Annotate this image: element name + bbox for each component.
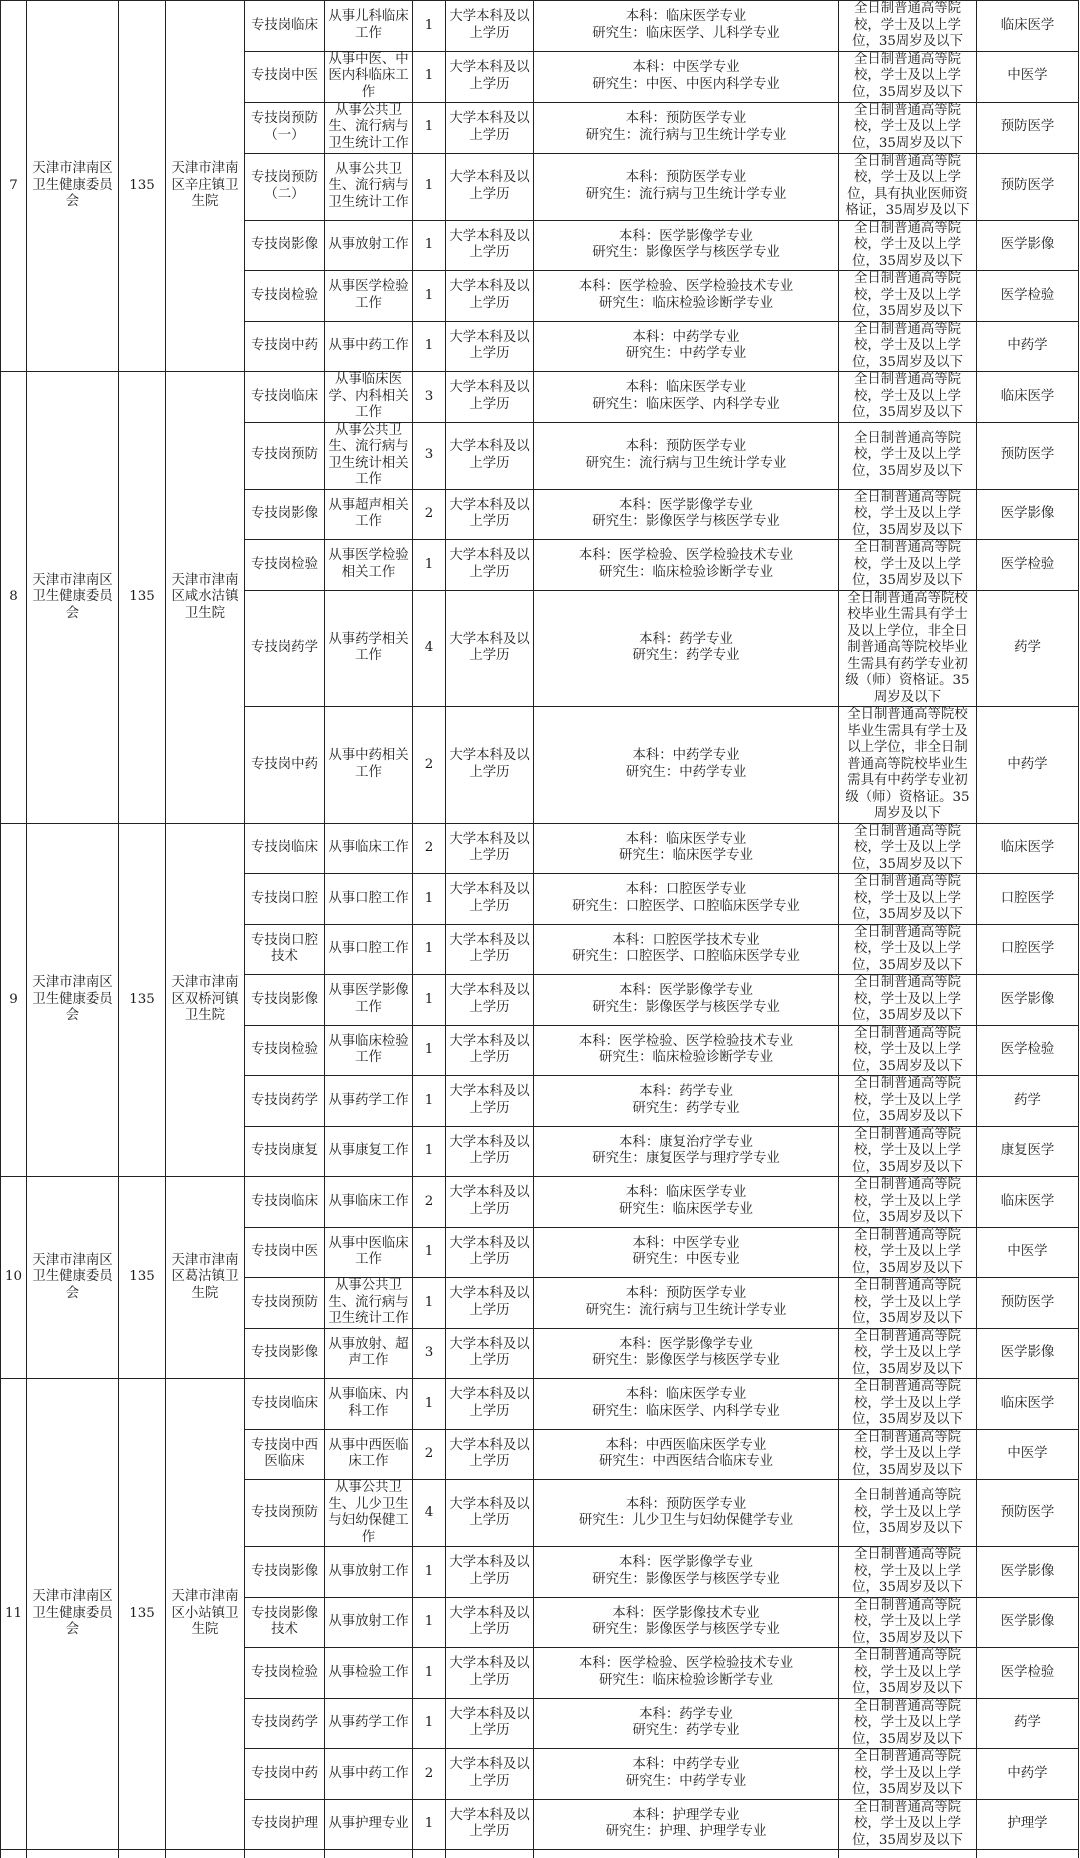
post-name-cell: 专技岗中医: [245, 51, 325, 102]
hiring-count-cell: 1: [413, 1, 446, 52]
major-requirement-cell: 本科：临床医学专业 研究生：临床医学、内科学专业: [534, 372, 839, 423]
hiring-count-cell: 1: [413, 1379, 446, 1430]
exam-category-cell: 临床医学: [977, 1379, 1079, 1430]
major-requirement-cell: 本科：医学检验、医学检验技术专业 研究生：临床检验诊断学专业: [534, 540, 839, 591]
department-cell: 天津市津南区卫生健康委员会: [27, 1177, 119, 1379]
post-description-cell: 从事中医临床工作: [325, 1227, 413, 1278]
post-name-cell: 专技岗影像: [245, 1328, 325, 1379]
post-description-cell: 从事公共卫生、流行病与卫生统计工作: [325, 153, 413, 220]
major-requirement-cell: 本科：预防医学专业 研究生：流行病与卫生统计学专业: [534, 1278, 839, 1329]
hiring-count-cell: 1: [413, 1799, 446, 1850]
education-cell: 大学本科及以上学历: [446, 1, 534, 52]
department-code-cell: 135: [119, 372, 166, 824]
post-name-cell: 专技岗临床: [245, 372, 325, 423]
post-name-cell: 专技岗临床: [245, 1177, 325, 1228]
exam-category-cell: 中医学: [977, 1429, 1079, 1480]
other-requirement-cell: 全日制普通高等院校，学士及以上学位，35周岁及以下: [839, 540, 977, 591]
hiring-count-cell: 1: [413, 321, 446, 372]
education-cell: 大学本科及以上学历: [446, 1126, 534, 1177]
exam-category-cell: 医学检验: [977, 540, 1079, 591]
other-requirement-cell: 全日制普通高等院校，学士及以上学位，35周岁及以下: [839, 1480, 977, 1547]
education-cell: 大学本科及以上学历: [446, 422, 534, 489]
exam-category-cell: 中医学: [977, 51, 1079, 102]
education-cell: 大学本科及以上学历: [446, 874, 534, 925]
post-name-cell: 专技岗药学: [245, 1698, 325, 1749]
hiring-count-cell: 1: [413, 1698, 446, 1749]
hiring-count-cell: 2: [413, 1749, 446, 1800]
hiring-count-cell: 2: [413, 489, 446, 540]
post-name-cell: 专技岗预防（二）: [245, 153, 325, 220]
exam-category-cell: 医学影像: [977, 1328, 1079, 1379]
education-cell: 大学本科及以上学历: [446, 489, 534, 540]
empty-cell: [1, 1850, 27, 1858]
exam-category-cell: 药学: [977, 1076, 1079, 1127]
post-name-cell: 专技岗预防: [245, 1278, 325, 1329]
department-cell: 天津市津南区卫生健康委员会: [27, 1379, 119, 1850]
hiring-count-cell: 1: [413, 220, 446, 271]
major-requirement-cell: 本科：医学影像学专业 研究生：影像医学与核医学专业: [534, 1328, 839, 1379]
hiring-count-cell: 1: [413, 51, 446, 102]
post-description-cell: 从事护理专业: [325, 1799, 413, 1850]
serial-number-cell: 11: [1, 1379, 27, 1850]
post-description-cell: 从事口腔工作: [325, 874, 413, 925]
education-cell: 大学本科及以上学历: [446, 1429, 534, 1480]
post-name-cell: 专技岗影像: [245, 1547, 325, 1598]
exam-category-cell: 预防医学: [977, 153, 1079, 220]
other-requirement-cell: 全日制普通高等院校，学士及以上学位，35周岁及以下: [839, 1379, 977, 1430]
major-requirement-cell: 本科：医学影像技术专业 研究生：影像医学与核医学专业: [534, 1597, 839, 1648]
post-description-cell: 从事放射工作: [325, 1547, 413, 1598]
employer-unit-cell: 天津市津南区咸水沽镇卫生院: [166, 372, 245, 824]
other-requirement-cell: 全日制普通高等院校，学士及以上学位，35周岁及以下: [839, 489, 977, 540]
exam-category-cell: 医学影像: [977, 975, 1079, 1026]
post-description-cell: 从事药学相关工作: [325, 590, 413, 707]
hiring-count-cell: 3: [413, 372, 446, 423]
education-cell: 大学本科及以上学历: [446, 1648, 534, 1699]
major-requirement-cell: 本科：临床医学专业 研究生：临床医学专业: [534, 1177, 839, 1228]
exam-category-cell: 护理学: [977, 1799, 1079, 1850]
hiring-count-cell: 1: [413, 1126, 446, 1177]
education-cell: 大学本科及以上学历: [446, 1597, 534, 1648]
major-requirement-cell: 本科：医学检验、医学检验技术专业 研究生：临床检验诊断学专业: [534, 271, 839, 322]
department-code-cell: 135: [119, 823, 166, 1177]
post-name-cell: 专技岗检验: [245, 1648, 325, 1699]
exam-category-cell: 预防医学: [977, 1480, 1079, 1547]
exam-category-cell: 口腔医学: [977, 924, 1079, 975]
other-requirement-cell: 全日制普通高等院校校毕业生需具有学士及以上学位，非全日制普通高等院校毕业生需具有药学专业初级（师）资格证。35周岁及以下: [839, 590, 977, 707]
hiring-count-cell: 4: [413, 1480, 446, 1547]
other-requirement-cell: 全日制普通高等院校，学士及以上学位，35周岁及以下: [839, 220, 977, 271]
post-name-cell: 专技岗检验: [245, 271, 325, 322]
education-cell: 大学本科及以上学历: [446, 1698, 534, 1749]
post-name-cell: 专技岗口腔技术: [245, 924, 325, 975]
post-description-cell: 从事中药工作: [325, 1749, 413, 1800]
post-name-cell: 专技岗临床: [245, 823, 325, 874]
post-name-cell: 专技岗药学: [245, 1076, 325, 1127]
major-requirement-cell: 本科：医学影像学专业 研究生：影像医学与核医学专业: [534, 220, 839, 271]
other-requirement-cell: 全日制普通高等院校，学士及以上学位，35周岁及以下: [839, 1076, 977, 1127]
hiring-count-cell: 4: [413, 590, 446, 707]
hiring-count-cell: 1: [413, 975, 446, 1026]
exam-category-cell: 医学影像: [977, 220, 1079, 271]
exam-category-cell: 药学: [977, 590, 1079, 707]
other-requirement-cell: 全日制普通高等院校，学士及以上学位，具有执业医师资格证，35周岁及以下: [839, 153, 977, 220]
education-cell: 大学本科及以上学历: [446, 924, 534, 975]
post-name-cell: 专技岗中医: [245, 1227, 325, 1278]
exam-category-cell: 医学影像: [977, 1547, 1079, 1598]
hiring-count-cell: 1: [413, 1597, 446, 1648]
post-description-cell: 从事医学检验工作: [325, 271, 413, 322]
exam-category-cell: 医学检验: [977, 271, 1079, 322]
major-requirement-cell: 本科：临床医学专业 研究生：临床医学专业: [534, 823, 839, 874]
post-description-cell: 从事放射工作: [325, 1597, 413, 1648]
other-requirement-cell: 全日制普通高等院校，学士及以上学位，35周岁及以下: [839, 1, 977, 52]
hiring-count-cell: 2: [413, 1177, 446, 1228]
other-requirement-cell: 全日制普通高等院校，学士及以上学位，35周岁及以下: [839, 975, 977, 1026]
education-cell: 大学本科及以上学历: [446, 271, 534, 322]
serial-number-cell: 7: [1, 1, 27, 372]
exam-category-cell: 药学: [977, 1698, 1079, 1749]
post-name-cell: 专技岗检验: [245, 540, 325, 591]
empty-cell: [27, 1850, 119, 1858]
other-requirement-cell: 全日制普通高等院校，学士及以上学位，35周岁及以下: [839, 1648, 977, 1699]
post-description-cell: 从事临床、内科工作: [325, 1379, 413, 1430]
hiring-count-cell: 1: [413, 1025, 446, 1076]
exam-category-cell: 中医学: [977, 1227, 1079, 1278]
post-description-cell: 从事放射、超声工作: [325, 1328, 413, 1379]
major-requirement-cell: 本科：中药学专业 研究生：中药学专业: [534, 321, 839, 372]
exam-category-cell: 口腔医学: [977, 874, 1079, 925]
other-requirement-cell: 全日制普通高等院校，学士及以上学位，35周岁及以下: [839, 1025, 977, 1076]
education-cell: 大学本科及以上学历: [446, 220, 534, 271]
empty-cell: [166, 1850, 245, 1858]
exam-category-cell: 康复医学: [977, 1126, 1079, 1177]
hiring-count-cell: 1: [413, 1227, 446, 1278]
major-requirement-cell: 本科：口腔医学技术专业 研究生：口腔医学、口腔临床医学专业: [534, 924, 839, 975]
department-code-cell: 135: [119, 1379, 166, 1850]
empty-cell: [413, 1850, 446, 1858]
education-cell: 大学本科及以上学历: [446, 1749, 534, 1800]
exam-category-cell: 临床医学: [977, 372, 1079, 423]
exam-category-cell: 预防医学: [977, 102, 1079, 153]
hiring-count-cell: 2: [413, 707, 446, 824]
post-name-cell: 专技岗影像技术: [245, 1597, 325, 1648]
hiring-count-cell: 1: [413, 153, 446, 220]
department-cell: 天津市津南区卫生健康委员会: [27, 823, 119, 1177]
other-requirement-cell: 全日制普通高等院校，学士及以上学位，35周岁及以下: [839, 823, 977, 874]
major-requirement-cell: 本科：预防医学专业 研究生：流行病与卫生统计学专业: [534, 153, 839, 220]
major-requirement-cell: 本科：护理学专业 研究生：护理、护理学专业: [534, 1799, 839, 1850]
education-cell: 大学本科及以上学历: [446, 823, 534, 874]
major-requirement-cell: 本科：药学专业 研究生：药学专业: [534, 1076, 839, 1127]
other-requirement-cell: 全日制普通高等院校，学士及以上学位，35周岁及以下: [839, 422, 977, 489]
empty-cell: [119, 1850, 166, 1858]
major-requirement-cell: 本科：医学影像学专业 研究生：影像医学与核医学专业: [534, 1547, 839, 1598]
serial-number-cell: 10: [1, 1177, 27, 1379]
post-description-cell: 从事临床工作: [325, 1177, 413, 1228]
employer-unit-cell: 天津市津南区辛庄镇卫生院: [166, 1, 245, 372]
hiring-count-cell: 3: [413, 422, 446, 489]
empty-cell: [839, 1850, 977, 1858]
hiring-count-cell: 1: [413, 924, 446, 975]
serial-number-cell: 8: [1, 372, 27, 824]
other-requirement-cell: 全日制普通高等院校，学士及以上学位，35周岁及以下: [839, 372, 977, 423]
post-description-cell: 从事检验工作: [325, 1648, 413, 1699]
other-requirement-cell: 全日制普通高等院校，学士及以上学位，35周岁及以下: [839, 1177, 977, 1228]
other-requirement-cell: 全日制普通高等院校，学士及以上学位，35周岁及以下: [839, 924, 977, 975]
post-description-cell: 从事临床检验工作: [325, 1025, 413, 1076]
other-requirement-cell: 全日制普通高等院校，学士及以上学位，35周岁及以下: [839, 874, 977, 925]
post-name-cell: 专技岗预防: [245, 1480, 325, 1547]
major-requirement-cell: 本科：康复治疗学专业 研究生：康复医学与理疗学专业: [534, 1126, 839, 1177]
post-name-cell: 专技岗影像: [245, 220, 325, 271]
post-name-cell: 专技岗预防: [245, 422, 325, 489]
table-row-partial: [1, 1850, 1079, 1858]
post-name-cell: 专技岗中药: [245, 707, 325, 824]
exam-category-cell: 医学检验: [977, 1648, 1079, 1699]
major-requirement-cell: 本科：中医学专业 研究生：中医专业: [534, 1227, 839, 1278]
post-description-cell: 从事中西医临床工作: [325, 1429, 413, 1480]
major-requirement-cell: 本科：临床医学专业 研究生：临床医学、内科学专业: [534, 1379, 839, 1430]
major-requirement-cell: 本科：口腔医学专业 研究生：口腔医学、口腔临床医学专业: [534, 874, 839, 925]
major-requirement-cell: 本科：预防医学专业 研究生：流行病与卫生统计学专业: [534, 102, 839, 153]
table-row: [1, 372, 1079, 423]
employer-unit-cell: 天津市津南区小站镇卫生院: [166, 1379, 245, 1850]
other-requirement-cell: 全日制普通高等院校，学士及以上学位，35周岁及以下: [839, 1126, 977, 1177]
education-cell: 大学本科及以上学历: [446, 1799, 534, 1850]
exam-category-cell: 中药学: [977, 707, 1079, 824]
hiring-count-cell: 1: [413, 540, 446, 591]
post-description-cell: 从事医学影像工作: [325, 975, 413, 1026]
hiring-count-cell: 1: [413, 1278, 446, 1329]
other-requirement-cell: 全日制普通高等院校，学士及以上学位，35周岁及以下: [839, 1597, 977, 1648]
hiring-count-cell: 1: [413, 1648, 446, 1699]
exam-category-cell: 医学影像: [977, 489, 1079, 540]
post-description-cell: 从事中药相关工作: [325, 707, 413, 824]
hiring-count-cell: 1: [413, 102, 446, 153]
post-description-cell: 从事中医、中医内科临床工作: [325, 51, 413, 102]
major-requirement-cell: 本科：预防医学专业 研究生：儿少卫生与妇幼保健学专业: [534, 1480, 839, 1547]
major-requirement-cell: 本科：中西医临床医学专业 研究生：中西医结合临床专业: [534, 1429, 839, 1480]
other-requirement-cell: 全日制普通高等院校，学士及以上学位，35周岁及以下: [839, 271, 977, 322]
post-name-cell: 专技岗影像: [245, 975, 325, 1026]
education-cell: 大学本科及以上学历: [446, 1547, 534, 1598]
hiring-count-cell: 1: [413, 874, 446, 925]
exam-category-cell: 临床医学: [977, 823, 1079, 874]
education-cell: 大学本科及以上学历: [446, 153, 534, 220]
department-cell: 天津市津南区卫生健康委员会: [27, 1, 119, 372]
post-description-cell: 从事公共卫生、流行病与卫生统计工作: [325, 102, 413, 153]
post-name-cell: 专技岗药学: [245, 590, 325, 707]
post-name-cell: 专技岗康复: [245, 1126, 325, 1177]
hiring-count-cell: 1: [413, 271, 446, 322]
major-requirement-cell: 本科：中药学专业 研究生：中药学专业: [534, 707, 839, 824]
table-row: [1, 823, 1079, 874]
major-requirement-cell: 本科：医学影像学专业 研究生：影像医学与核医学专业: [534, 975, 839, 1026]
education-cell: 大学本科及以上学历: [446, 975, 534, 1026]
education-cell: 大学本科及以上学历: [446, 1379, 534, 1430]
post-name-cell: 专技岗口腔: [245, 874, 325, 925]
education-cell: 大学本科及以上学历: [446, 1328, 534, 1379]
empty-cell: [534, 1850, 839, 1858]
department-code-cell: 135: [119, 1, 166, 372]
department-code-cell: 135: [119, 1177, 166, 1379]
post-description-cell: 从事药学工作: [325, 1698, 413, 1749]
other-requirement-cell: 全日制普通高等院校，学士及以上学位，35周岁及以下: [839, 1547, 977, 1598]
empty-cell: [325, 1850, 413, 1858]
exam-category-cell: 预防医学: [977, 1278, 1079, 1329]
post-description-cell: 从事超声相关工作: [325, 489, 413, 540]
table-body: [1, 1, 1079, 1858]
post-name-cell: 专技岗中西医临床: [245, 1429, 325, 1480]
other-requirement-cell: 全日制普通高等院校，学士及以上学位，35周岁及以下: [839, 1749, 977, 1800]
education-cell: 大学本科及以上学历: [446, 51, 534, 102]
exam-category-cell: 医学检验: [977, 1025, 1079, 1076]
major-requirement-cell: 本科：药学专业 研究生：药学专业: [534, 590, 839, 707]
exam-category-cell: 预防医学: [977, 422, 1079, 489]
post-description-cell: 从事药学工作: [325, 1076, 413, 1127]
major-requirement-cell: 本科：医学检验、医学检验技术专业 研究生：临床检验诊断学专业: [534, 1025, 839, 1076]
post-description-cell: 从事口腔工作: [325, 924, 413, 975]
hiring-count-cell: 2: [413, 823, 446, 874]
other-requirement-cell: 全日制普通高等院校，学士及以上学位，35周岁及以下: [839, 1799, 977, 1850]
major-requirement-cell: 本科：中医学专业 研究生：中医、中医内科学专业: [534, 51, 839, 102]
post-description-cell: 从事放射工作: [325, 220, 413, 271]
major-requirement-cell: 本科：医学影像学专业 研究生：影像医学与核医学专业: [534, 489, 839, 540]
education-cell: 大学本科及以上学历: [446, 1025, 534, 1076]
table-row: [1, 1177, 1079, 1228]
other-requirement-cell: 全日制普通高等院校毕业生需具有学士及以上学位，非全日制普通高等院校毕业生需具有中药学专业初级（师）资格证。35周岁及以下: [839, 707, 977, 824]
education-cell: 大学本科及以上学历: [446, 1177, 534, 1228]
table-row: [1, 1379, 1079, 1430]
hiring-count-cell: 2: [413, 1429, 446, 1480]
empty-cell: [446, 1850, 534, 1858]
exam-category-cell: 医学影像: [977, 1597, 1079, 1648]
exam-category-cell: 中药学: [977, 321, 1079, 372]
post-description-cell: 从事康复工作: [325, 1126, 413, 1177]
post-description-cell: 从事儿科临床工作: [325, 1, 413, 52]
education-cell: 大学本科及以上学历: [446, 590, 534, 707]
table-row: [1, 1, 1079, 52]
education-cell: 大学本科及以上学历: [446, 1278, 534, 1329]
major-requirement-cell: 本科：预防医学专业 研究生：流行病与卫生统计学专业: [534, 422, 839, 489]
education-cell: 大学本科及以上学历: [446, 1227, 534, 1278]
major-requirement-cell: 本科：药学专业 研究生：药学专业: [534, 1698, 839, 1749]
post-name-cell: 专技岗影像: [245, 489, 325, 540]
education-cell: 大学本科及以上学历: [446, 1480, 534, 1547]
exam-category-cell: 临床医学: [977, 1, 1079, 52]
post-name-cell: 专技岗中药: [245, 321, 325, 372]
other-requirement-cell: 全日制普通高等院校，学士及以上学位，35周岁及以下: [839, 51, 977, 102]
post-description-cell: 从事医学检验相关工作: [325, 540, 413, 591]
post-name-cell: 专技岗预防（一）: [245, 102, 325, 153]
post-description-cell: 从事临床工作: [325, 823, 413, 874]
serial-number-cell: 9: [1, 823, 27, 1177]
education-cell: 大学本科及以上学历: [446, 707, 534, 824]
post-description-cell: 从事中药工作: [325, 321, 413, 372]
major-requirement-cell: 本科：中药学专业 研究生：中药学专业: [534, 1749, 839, 1800]
post-name-cell: 专技岗中药: [245, 1749, 325, 1800]
post-name-cell: 专技岗护理: [245, 1799, 325, 1850]
other-requirement-cell: 全日制普通高等院校，学士及以上学位，35周岁及以下: [839, 1698, 977, 1749]
post-name-cell: 专技岗检验: [245, 1025, 325, 1076]
education-cell: 大学本科及以上学历: [446, 102, 534, 153]
empty-cell: [977, 1850, 1079, 1858]
hiring-count-cell: 1: [413, 1076, 446, 1127]
major-requirement-cell: 本科：医学检验、医学检验技术专业 研究生：临床检验诊断学专业: [534, 1648, 839, 1699]
employer-unit-cell: 天津市津南区双桥河镇卫生院: [166, 823, 245, 1177]
exam-category-cell: 中药学: [977, 1749, 1079, 1800]
exam-category-cell: 临床医学: [977, 1177, 1079, 1228]
education-cell: 大学本科及以上学历: [446, 321, 534, 372]
other-requirement-cell: 全日制普通高等院校，学士及以上学位，35周岁及以下: [839, 102, 977, 153]
department-cell: 天津市津南区卫生健康委员会: [27, 372, 119, 824]
hiring-count-cell: 1: [413, 1547, 446, 1598]
post-description-cell: 从事公共卫生、流行病与卫生统计相关工作: [325, 422, 413, 489]
employer-unit-cell: 天津市津南区葛沽镇卫生院: [166, 1177, 245, 1379]
other-requirement-cell: 全日制普通高等院校，学士及以上学位，35周岁及以下: [839, 1429, 977, 1480]
post-description-cell: 从事临床医学、内科相关工作: [325, 372, 413, 423]
other-requirement-cell: 全日制普通高等院校，学士及以上学位，35周岁及以下: [839, 1278, 977, 1329]
other-requirement-cell: 全日制普通高等院校，学士及以上学位，35周岁及以下: [839, 1227, 977, 1278]
post-description-cell: 从事公共卫生、儿少卫生与妇幼保健工作: [325, 1480, 413, 1547]
post-name-cell: 专技岗临床: [245, 1, 325, 52]
education-cell: 大学本科及以上学历: [446, 540, 534, 591]
other-requirement-cell: 全日制普通高等院校，学士及以上学位，35周岁及以下: [839, 1328, 977, 1379]
post-name-cell: 专技岗临床: [245, 1379, 325, 1430]
empty-cell: [245, 1850, 325, 1858]
education-cell: 大学本科及以上学历: [446, 1076, 534, 1127]
education-cell: 大学本科及以上学历: [446, 372, 534, 423]
hiring-count-cell: 3: [413, 1328, 446, 1379]
other-requirement-cell: 全日制普通高等院校，学士及以上学位，35周岁及以下: [839, 321, 977, 372]
post-description-cell: 从事公共卫生、流行病与卫生统计工作: [325, 1278, 413, 1329]
major-requirement-cell: 本科：临床医学专业 研究生：临床医学、儿科学专业: [534, 1, 839, 52]
